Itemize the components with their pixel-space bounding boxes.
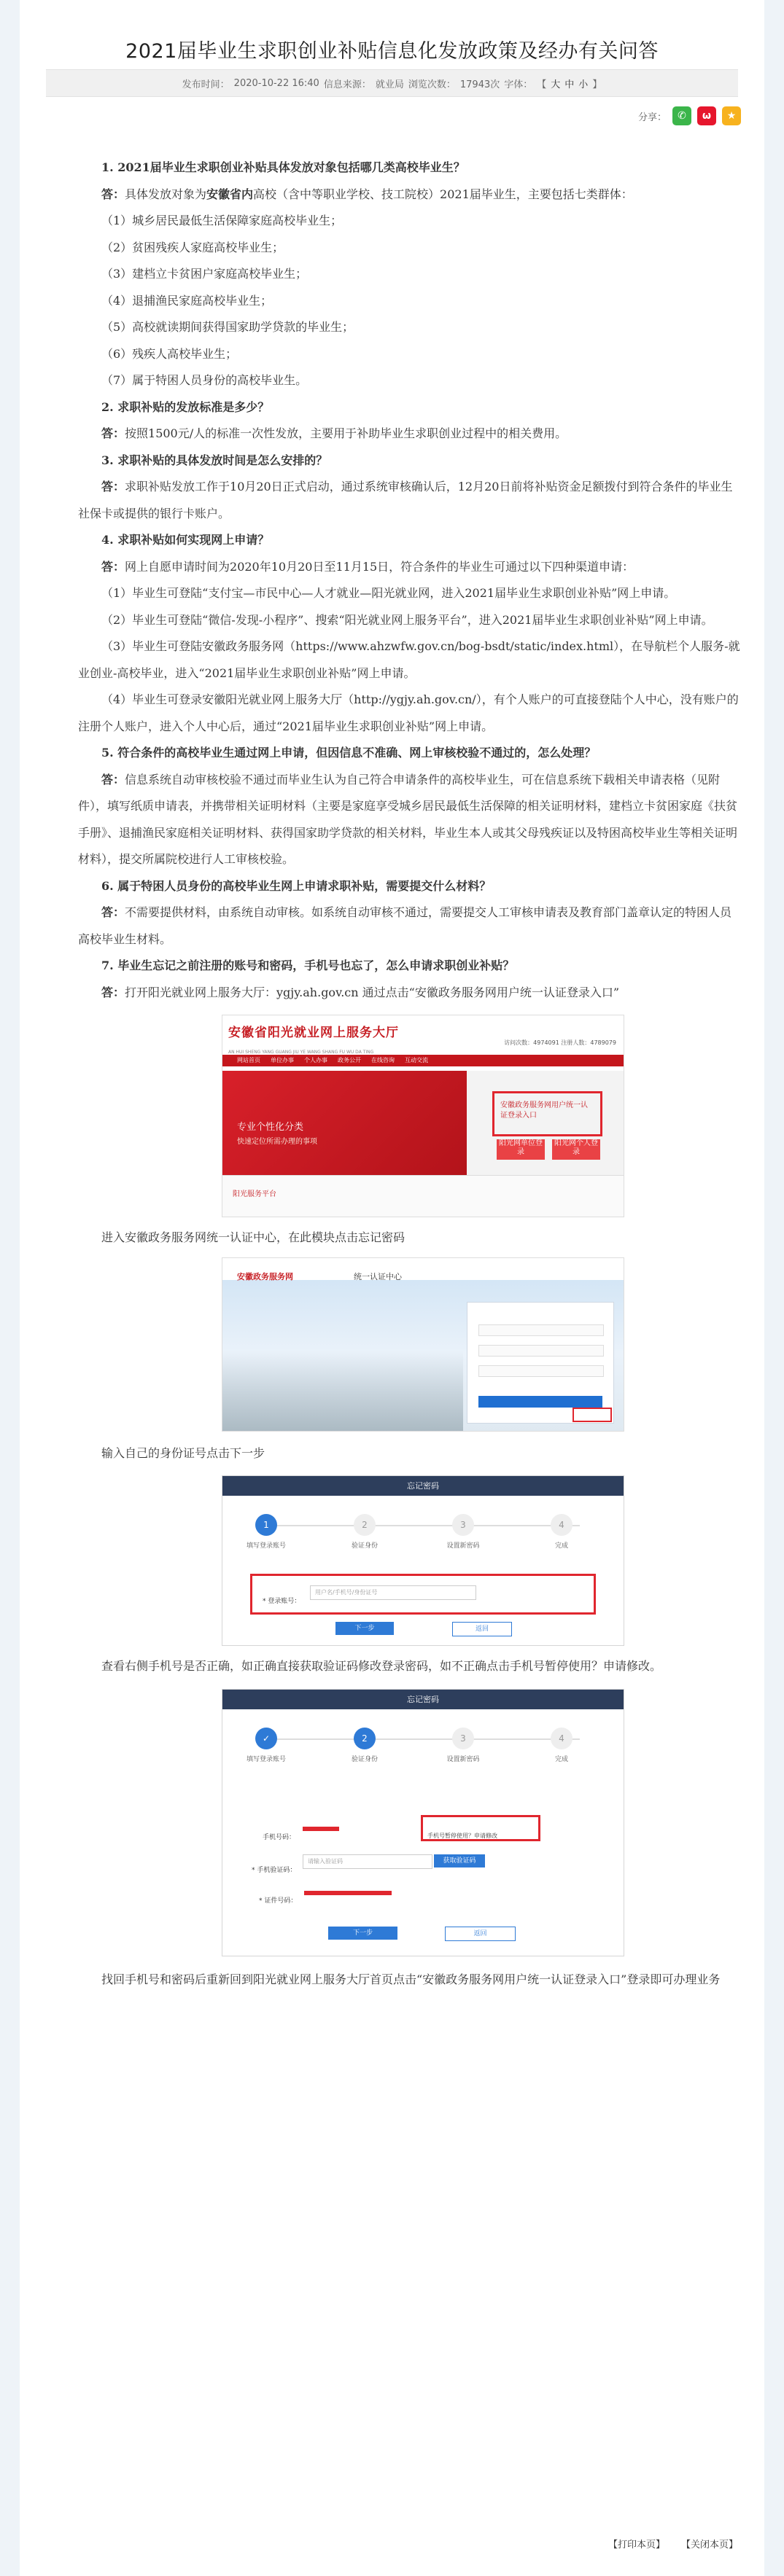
publish-time: 2020-10-22 16:40 bbox=[233, 77, 319, 89]
qzone-icon[interactable]: ★ bbox=[722, 106, 741, 125]
caption-1: 进入安徽政务服务网统一认证中心，在此模块点击忘记密码 bbox=[101, 1230, 405, 1244]
auth-logo: 安徽政务服务网 bbox=[237, 1271, 293, 1281]
code-label: * 手机验证码： bbox=[252, 1866, 297, 1874]
phone-redacted bbox=[303, 1827, 339, 1831]
step-indicator bbox=[222, 1728, 624, 1771]
question-1: 1. 2021届毕业生求职创业补贴具体发放对象包括哪几类高校毕业生？ bbox=[101, 160, 465, 174]
article-body bbox=[78, 155, 740, 1993]
screenshot-forgot-step2 bbox=[222, 1689, 624, 1956]
step-circle: 4 bbox=[551, 1514, 573, 1536]
list-item: （2）贫困残疾人家庭高校毕业生； bbox=[101, 240, 284, 254]
banner-headline: 专业个性化分类 bbox=[237, 1122, 304, 1133]
step-line bbox=[266, 1525, 580, 1526]
portal-nav-item: 政务公开 bbox=[338, 1056, 361, 1063]
portal-footer-label: 阳光服务平台 bbox=[233, 1190, 276, 1198]
channel-2: （2）毕业生可登陆“微信-发现-小程序”、搜索“阳光就业网上服务平台”，进入2021届毕业生求职创业补贴”网上申请。 bbox=[101, 612, 713, 627]
meta-bar bbox=[46, 69, 738, 97]
print-link[interactable]: 【打印本页】 bbox=[608, 2540, 665, 2550]
list-item: （3）建档立卡贫困户家庭高校毕业生； bbox=[101, 267, 308, 281]
caption-3: 查看右侧手机号是否正确，如正确直接获取验证码修改登录密码，如不正确点击手机号暂停使用？申请修改。 bbox=[101, 1659, 662, 1673]
auth-field bbox=[478, 1324, 604, 1336]
step-label: 填写登录账号 bbox=[246, 1542, 286, 1550]
back-button: 返回 bbox=[445, 1927, 516, 1941]
step-label: 完成 bbox=[554, 1755, 568, 1763]
step-circle: 1 bbox=[255, 1514, 277, 1536]
step-circle: 2 bbox=[354, 1514, 376, 1536]
step-line bbox=[266, 1738, 580, 1740]
auth-field bbox=[478, 1365, 604, 1377]
close-link[interactable]: 【关闭本页】 bbox=[680, 2540, 738, 2550]
font-size-label: 字体： bbox=[504, 79, 533, 90]
auth-title: 统一认证中心 bbox=[354, 1271, 402, 1281]
step-label: 填写登录账号 bbox=[246, 1755, 286, 1763]
screenshot-auth-center bbox=[222, 1257, 624, 1432]
answer-1: 答：具体发放对象为安徽省内高校（含中等职业学校、技工院校）2021届毕业生，主要包括七类群体： bbox=[101, 187, 633, 201]
views-value: 17943次 bbox=[459, 79, 500, 90]
wechat-icon[interactable]: ✆ bbox=[672, 106, 691, 125]
answer-7: 答：打开阳光就业网上服务大厅：ygjy.ah.gov.cn 通过点击“安徽政务服务网用户统一认证登录入口” bbox=[101, 985, 620, 999]
question-2: 2. 求职补贴的发放标准是多少？ bbox=[101, 399, 270, 414]
phone-label: 手机号码： bbox=[263, 1833, 296, 1841]
share-label: 分享： bbox=[637, 112, 667, 123]
font-medium-link[interactable]: 中 bbox=[564, 79, 575, 90]
answer-2: 答：按照1500元/人的标准一次性发放，主要用于补助毕业生求职创业过程中的相关费用。 bbox=[101, 426, 567, 440]
publish-label: 发布时间： bbox=[182, 79, 230, 90]
article-page bbox=[20, 0, 764, 2576]
channel-1: （1）毕业生可登陆“支付宝—市民中心—人才就业—阳光就业网，进入2021届毕业生求职创业补贴”网上申请。 bbox=[101, 586, 676, 600]
id-label: * 证件号码： bbox=[259, 1897, 298, 1905]
list-item: （7）属于特困人员身份的高校毕业生。 bbox=[101, 373, 308, 387]
question-6: 6. 属于特困人员身份的高校毕业生网上申请求职补贴，需要提交什么材料？ bbox=[101, 878, 492, 893]
list-item: （6）残疾人高校毕业生； bbox=[101, 346, 238, 361]
page-footer-actions bbox=[608, 2537, 738, 2550]
landscape-illustration bbox=[222, 1351, 463, 1431]
portal-logo: 安徽省阳光就业网上服务大厅 bbox=[228, 1026, 399, 1040]
step-circle: 3 bbox=[452, 1514, 474, 1536]
auth-login-card bbox=[467, 1302, 614, 1424]
list-item: （4）退捕渔民家庭高校毕业生； bbox=[101, 293, 273, 308]
code-input: 请输入验证码 bbox=[303, 1854, 432, 1869]
answer-4: 答：网上自愿申请时间为2020年10月20日至11月15日，符合条件的毕业生可通过以下四种渠道申请： bbox=[101, 559, 634, 574]
account-input: 用户名/手机号/身份证号 bbox=[310, 1585, 476, 1600]
channel-3: （3）毕业生可登陆安徽政务服务网（https://www.ahzwfw.gov.cn/bog-bsdt/static/index.html），在导航栏个人服务-就业创业-高校毕业，进入“2021届毕业生求职创业补贴”网上申请。 bbox=[78, 639, 740, 680]
step-circle: 2 bbox=[354, 1728, 376, 1749]
weibo-icon[interactable]: ω bbox=[697, 106, 716, 125]
forgot-password-highlight bbox=[573, 1408, 612, 1422]
question-3: 3. 求职补贴的具体发放时间是怎么安排的？ bbox=[101, 453, 328, 467]
list-item: （1）城乡居民最低生活保障家庭高校毕业生； bbox=[101, 214, 343, 227]
form-header: 忘记密码 bbox=[222, 1476, 624, 1496]
step-circle: 3 bbox=[452, 1728, 474, 1749]
step-label: 设置新密码 bbox=[446, 1542, 480, 1550]
id-redacted bbox=[304, 1891, 392, 1895]
answer-5: 答：信息系统自动审核校验不通过而毕业生认为自己符合申请条件的高校毕业生，可在信息系统下载相关申请表格（见附件），填写纸质申请表，并携带相关证明材料（主要是家庭享受城乡居民最低生活保障的相关证明材料，建档立卡贫困家庭《扶贫手册》、退捕渔民家庭相关证明材料、获得国家助学贷款的相关材料，毕业生本人或其父母残疾证以及特困高校毕业生等相关证明材料），提交所属院校进行人工审核校验。 bbox=[78, 772, 738, 866]
portal-nav-item: 互动交流 bbox=[405, 1056, 428, 1063]
source-value: 就业局 bbox=[375, 79, 404, 90]
portal-nav-item: 单位办事 bbox=[271, 1056, 294, 1063]
back-button: 返回 bbox=[452, 1622, 512, 1636]
login-entry-label: 安徽政务服务网用户统一认证登录入口 bbox=[500, 1101, 588, 1120]
auth-login-button bbox=[478, 1396, 602, 1408]
page-title: 2021届毕业生求职创业补贴信息化发放政策及经办有关问答 bbox=[125, 40, 659, 63]
step-label: 完成 bbox=[554, 1542, 568, 1550]
auth-field bbox=[478, 1345, 604, 1357]
step-circle: 4 bbox=[551, 1728, 573, 1749]
portal-nav-item: 网站首页 bbox=[237, 1056, 260, 1063]
portal-nav-item: 在线咨询 bbox=[371, 1056, 395, 1063]
channel-4: （4）毕业生可登录安徽阳光就业网上服务大厅（http://ygjy.ah.gov.cn/），有个人账户的可直接登陆个人中心，没有账户的注册个人账户，进入个人中心后，通过“2021届毕业生求职创业补贴”网上申请。 bbox=[78, 692, 739, 733]
screenshot-portal-home bbox=[222, 1015, 624, 1217]
question-5: 5. 符合条件的高校毕业生通过网上申请，但因信息不准确、网上审核校验不通过的，怎么处理？ bbox=[101, 746, 597, 760]
caption-2: 输入自己的身份证号点击下一步 bbox=[101, 1445, 265, 1460]
form-header: 忘记密码 bbox=[222, 1690, 624, 1709]
question-7: 7. 毕业生忘记之前注册的账号和密码，手机号也忘了，怎么申请求职创业补贴？ bbox=[101, 959, 515, 972]
next-button: 下一步 bbox=[328, 1927, 397, 1940]
font-large-link[interactable]: 大 bbox=[551, 79, 561, 90]
font-small-link[interactable]: 小 bbox=[578, 79, 589, 90]
step-indicator bbox=[222, 1514, 624, 1558]
step-check-icon: ✓ bbox=[255, 1728, 277, 1749]
font-size-bracket-open: 【 bbox=[537, 79, 547, 90]
portal-logo-pinyin: AN HUI SHENG YANG GUANG JIU YE WANG SHANG FU WU DA TING bbox=[228, 1050, 374, 1055]
unit-login-button: 阳光网单位登录 bbox=[497, 1139, 545, 1160]
account-field-label: * 登录账号： bbox=[263, 1598, 301, 1605]
answer-3: 答：求职补贴发放工作于10月20日正式启动，通过系统审核确认后，12月20日前将补贴资金足额拨付到符合条件的毕业生社保卡或提供的银行卡账户。 bbox=[78, 480, 733, 520]
portal-footer bbox=[222, 1175, 624, 1217]
step-label: 验证身份 bbox=[351, 1542, 378, 1550]
question-4: 4. 求职补贴如何实现网上申请？ bbox=[101, 533, 270, 547]
get-code-button: 获取验证码 bbox=[434, 1854, 485, 1867]
screenshot-forgot-step1 bbox=[222, 1475, 624, 1646]
portal-stats: 访问次数：4974091 注册人数：4789079 bbox=[504, 1039, 616, 1046]
share-bar bbox=[638, 106, 741, 125]
auth-header bbox=[222, 1258, 624, 1280]
banner-subline: 快速定位所需办理的事项 bbox=[237, 1138, 317, 1146]
phone-hint-highlight bbox=[421, 1815, 540, 1841]
caption-4: 找回手机号和密码后重新回到阳光就业网上服务大厅首页点击“安徽政务服务网用户统一认证登录入口”登录即可办理业务 bbox=[101, 1972, 721, 1986]
phone-hint-text: 手机号暂停使用？申请修改 bbox=[427, 1832, 497, 1839]
list-item: （5）高校就读期间获得国家助学贷款的毕业生； bbox=[101, 320, 354, 334]
next-button: 下一步 bbox=[335, 1622, 394, 1635]
step-label: 验证身份 bbox=[351, 1755, 378, 1763]
person-login-button: 阳光网个人登录 bbox=[552, 1139, 600, 1160]
portal-nav-item: 个人办事 bbox=[304, 1056, 327, 1063]
source-label: 信息来源： bbox=[323, 79, 371, 90]
answer-6: 答：不需要提供材料，由系统自动审核。如系统自动审核不通过，需要提交人工审核申请表及教育部门盖章认定的特困人员高校毕业生材料。 bbox=[78, 905, 732, 946]
font-size-bracket-close: 】 bbox=[592, 79, 602, 90]
portal-header bbox=[222, 1015, 624, 1055]
portal-banner bbox=[222, 1071, 467, 1175]
views-label: 浏览次数： bbox=[408, 79, 456, 90]
step-label: 设置新密码 bbox=[446, 1755, 480, 1763]
login-entry-highlight bbox=[492, 1091, 602, 1136]
